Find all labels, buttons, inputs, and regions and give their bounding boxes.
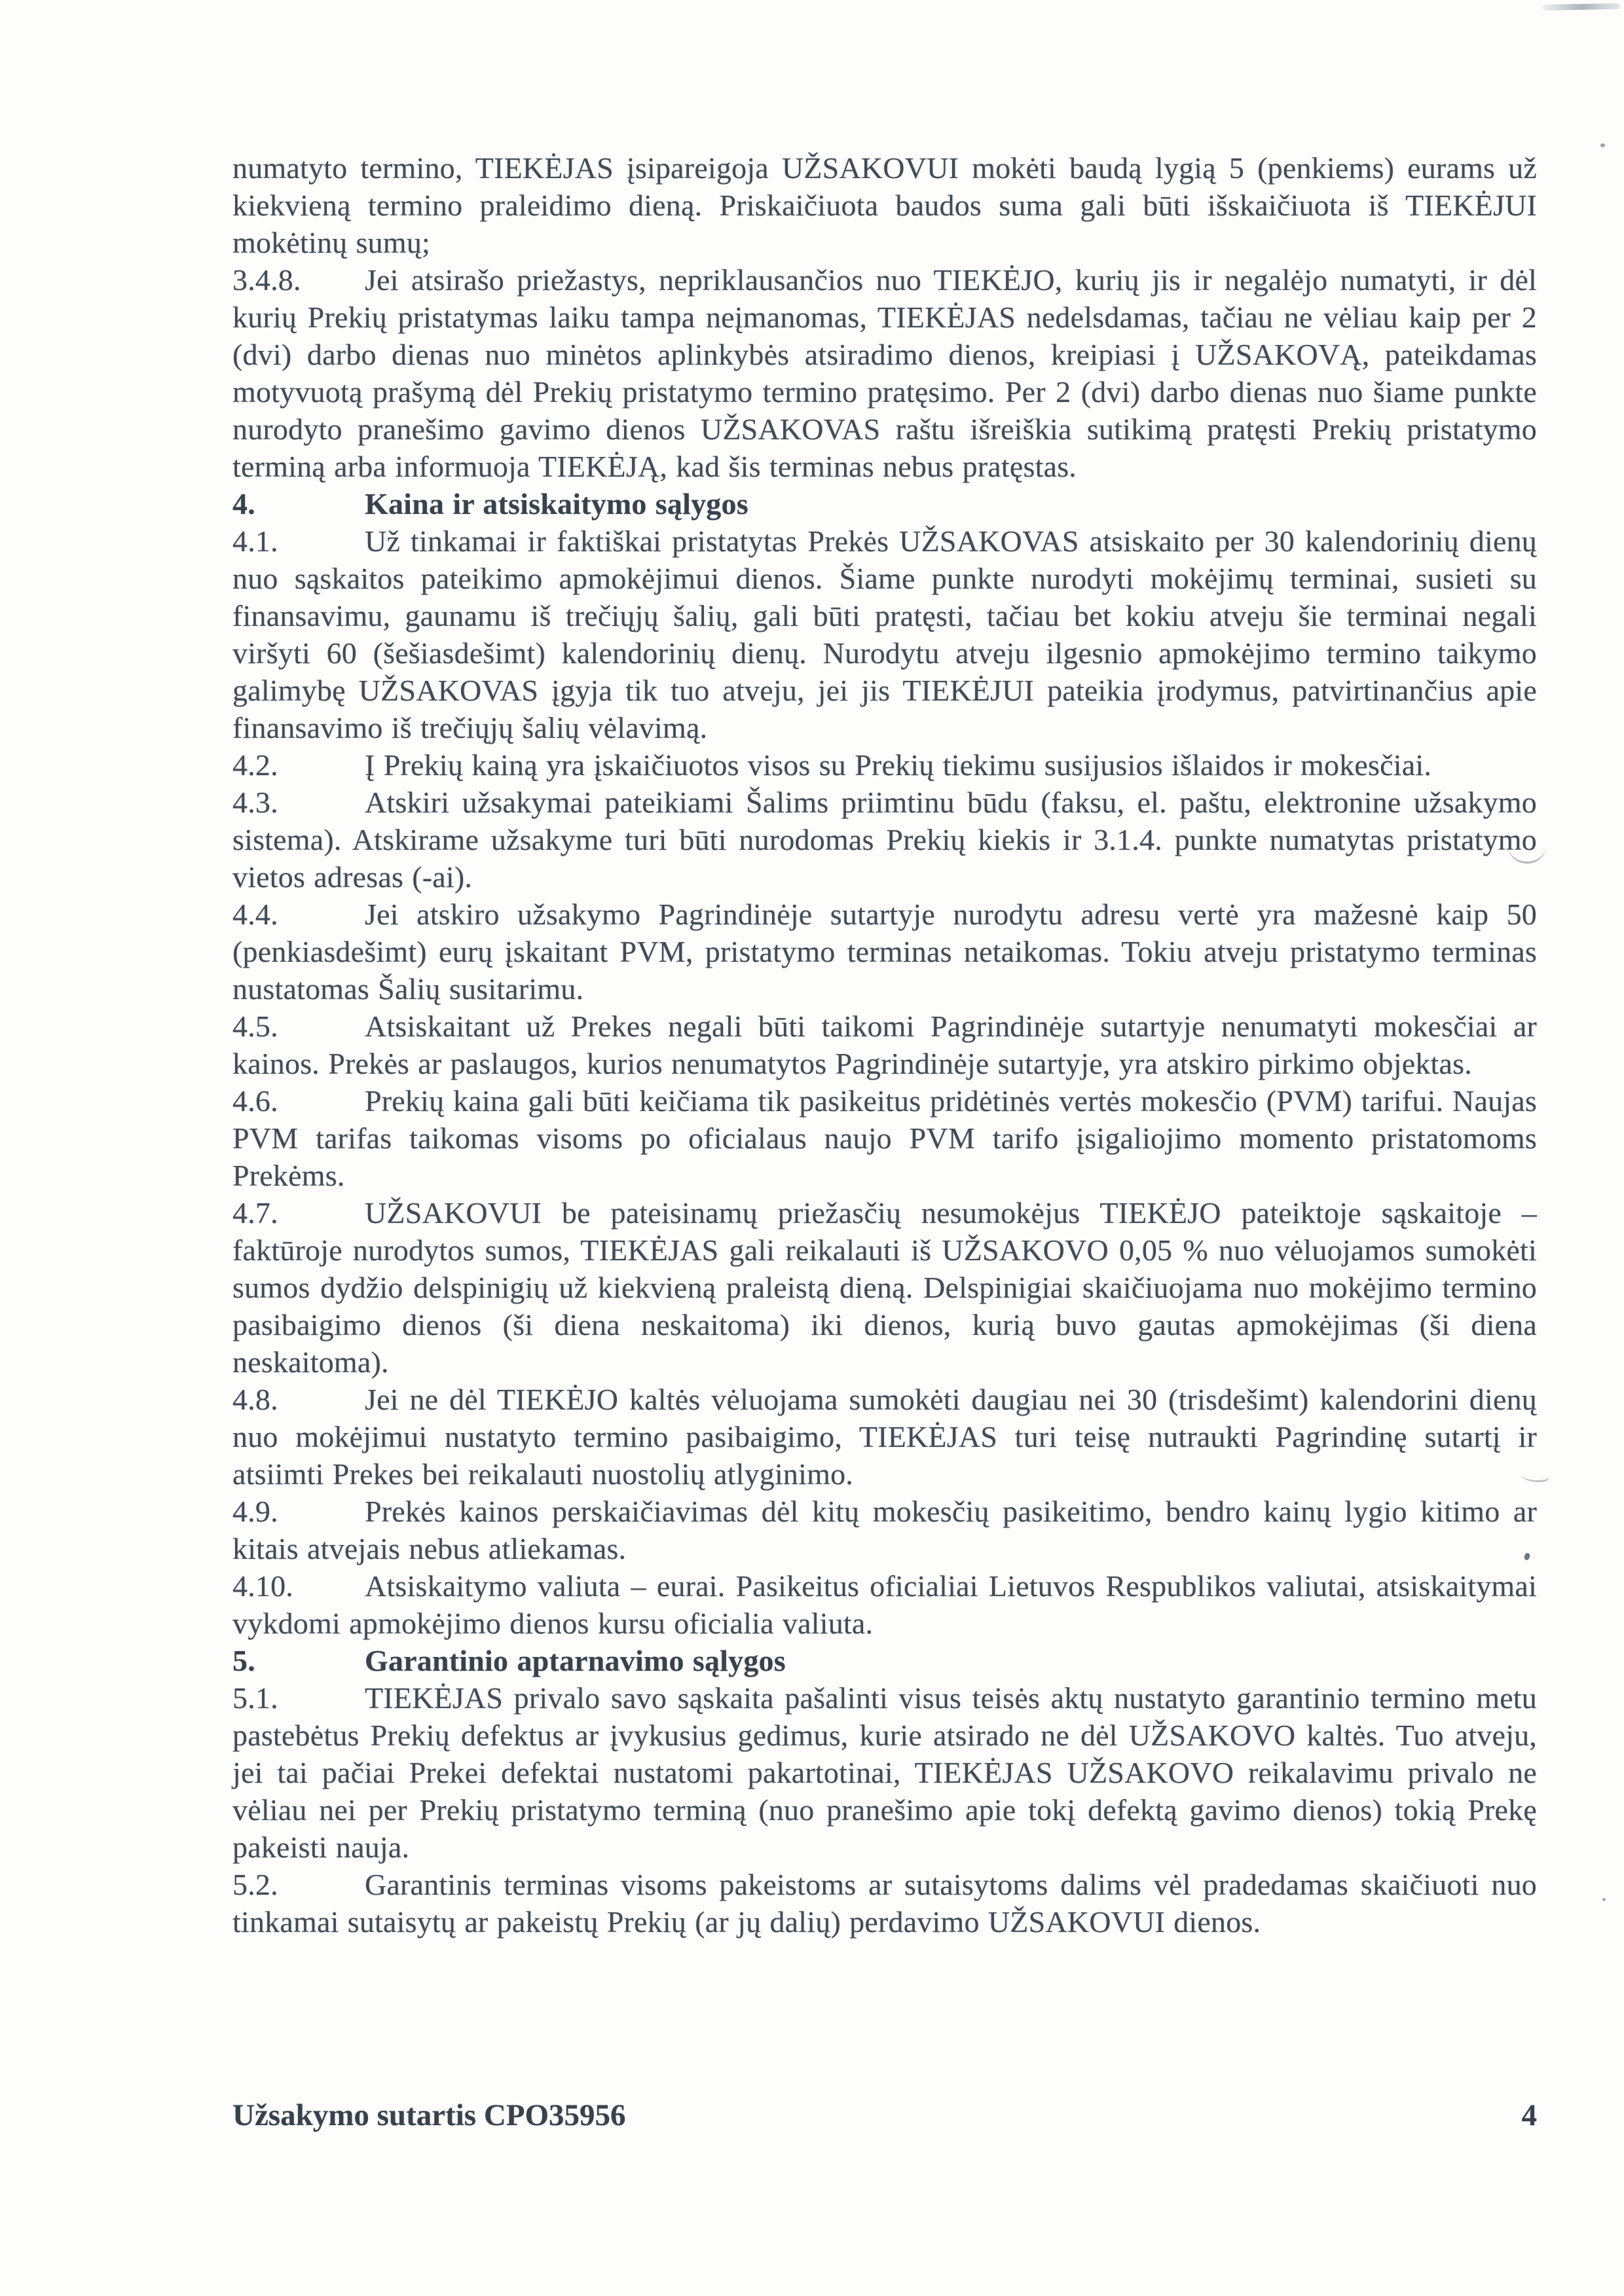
scan-artifact-dot bbox=[1600, 143, 1605, 147]
section-heading-5 bbox=[232, 1642, 1537, 1679]
footer-contract-id: Užsakymo sutartis CPO35956 bbox=[232, 2098, 626, 2132]
clause-text: UŽSAKOVUI be pateisinamų priežasčių nesumokėjus TIEKĖJO pateiktoje sąskaitoje – faktūroje nurodytos sumos, TIEKĖJAS gali reikalauti iš UŽSAKOVO 0,05 % nuo vėluojamos sumokėti sumos dydžio delspinigių už kiekvieną praleistą dieną. Delspinigiai skaičiuojama nuo mokėjimo termino pasibaigimo dienos (ši diena neskaitoma) iki dienos, kurią buvo gautas apmokėjimas (ši diena neskaitoma). bbox=[232, 1196, 1537, 1379]
paragraph-4-8 bbox=[232, 1381, 1537, 1493]
clause-text: Už tinkamai ir faktiškai pristatytas Prekės UŽSAKOVAS atsiskaito per 30 kalendorinių dienų nuo sąskaitos pateikimo apmokėjimui dienos. Šiame punkte nurodyti mokėjimų terminai, susieti su finansavimu, gaunamu iš trečiųjų šalių, gali būti pratęsti, tačiau bet kokiu atveju šie terminai negali viršyti 60 (šešiasdešimt) kalendorinių dienų. Nurodytu atveju ilgesnio apmokėjimo termino taikymo galimybę UŽSAKOVAS įgyja tik tuo atveju, jei jis TIEKĖJUI pateikia įrodymus, patvirtinančius apie finansavimo iš trečiųjų šalių vėlavimą. bbox=[232, 524, 1537, 744]
clause-number: 4.5. bbox=[232, 1010, 278, 1043]
clause-text: Prekės kainos perskaičiavimas dėl kitų mokesčių pasikeitimo, bendro kainų lygio kitimo ar kitais atvejais nebus atliekamas. bbox=[232, 1495, 1537, 1565]
paragraph-5-1 bbox=[232, 1679, 1537, 1866]
clause-text: Atsiskaitant už Prekes negali būti taikomi Pagrindinėje sutartyje nenumatyti mokesčiai ar kainos. Prekės ar paslaugos, kurios nenumatytos Pagrindinėje sutartyje, yra atskiro pirkimo objektas. bbox=[232, 1010, 1537, 1080]
clause-number: 4.10. bbox=[232, 1569, 293, 1603]
paragraph-4-7 bbox=[232, 1194, 1537, 1381]
clause-number: 4.8. bbox=[232, 1383, 278, 1416]
paragraph-3-4-8 bbox=[232, 261, 1537, 485]
clause-text: Prekių kaina gali būti keičiama tik pasikeitus pridėtinės vertės mokesčio (PVM) tarifui. Naujas PVM tarifas taikomas visoms po oficialaus naujo PVM tarifo įsigaliojimo momento pristatomoms Prekėms. bbox=[232, 1084, 1537, 1192]
paragraph-5-2 bbox=[232, 1866, 1537, 1941]
clause-text: Jei ne dėl TIEKĖJO kaltės vėluojama sumokėti daugiau nei 30 (trisdešimt) kalendorini dienų nuo mokėjimui nustatyto termino pasibaigimo, TIEKĖJAS turi teisę nutraukti Pagrindinę sutartį ir atsiimti Prekes bei reikalauti nuostolių atlyginimo. bbox=[232, 1383, 1537, 1491]
paragraph-4-2 bbox=[232, 746, 1537, 784]
scan-artifact-dot bbox=[1602, 1898, 1606, 1901]
clause-number: 4.3. bbox=[232, 786, 278, 819]
clause-text: Atsiskaitymo valiuta – eurai. Pasikeitus oficialiai Lietuvos Respublikos valiutai, atsiskaitymai vykdomi apmokėjimo dienos kursu oficialia valiuta. bbox=[232, 1569, 1537, 1640]
paragraph-4-5 bbox=[232, 1008, 1537, 1082]
clause-text: Garantinis terminas visoms pakeistoms ar sutaisytoms dalims vėl pradedamas skaičiuoti nuo tinkamai sutaisytų ar pakeistų Prekių (ar jų dalių) perdavimo UŽSAKOVUI dienos. bbox=[232, 1868, 1537, 1939]
paragraph-4-6 bbox=[232, 1082, 1537, 1194]
clause-number: 4.4. bbox=[232, 898, 278, 931]
section-title: Garantinio aptarnavimo sąlygos bbox=[365, 1644, 786, 1677]
clause-text: Į Prekių kainą yra įskaičiuotos visos su Prekių tiekimu susijusios išlaidos ir mokesčiai. bbox=[365, 748, 1432, 782]
clause-number: 4.9. bbox=[232, 1495, 278, 1528]
paragraph-4-4 bbox=[232, 896, 1537, 1008]
clause-number: 4.2. bbox=[232, 748, 278, 782]
clause-text: numatyto termino, TIEKĖJAS įsipareigoja UŽSAKOVUI mokėti baudą lygią 5 (penkiems) eurams už kiekvieną termino praleidimo dieną. Priskaičiuota baudos suma gali būti išskaičiuota iš TIEKĖJUI mokėtinų sumų; bbox=[232, 151, 1537, 259]
clause-text: TIEKĖJAS privalo savo sąskaita pašalinti visus teisės aktų nustatyto garantinio termino metu pastebėtus Prekių defektus ar įvykusius gedimus, kurie atsirado ne dėl UŽSAKOVO kaltės. Tuo atveju, jei tai pačiai Prekei defektai nustatomi pakartotinai, TIEKĖJAS UŽSAKOVO reikalavimu privalo ne vėliau nei per Prekių pristatymo terminą (nuo pranešimo apie tokį defektą gavimo dienos) tokią Prekę pakeisti nauja. bbox=[232, 1681, 1537, 1864]
section-number: 5. bbox=[232, 1644, 255, 1677]
clause-text: Atskiri užsakymai pateikiami Šalims priimtinu būdu (faksu, el. paštu, elektronine užsakymo sistema). Atskirame užsakyme turi būti nurodomas Prekių kiekis ir 3.1.4. punkte numatytas pristatymo vietos adresas (-ai). bbox=[232, 786, 1537, 894]
paragraph-3-4-7-continuation bbox=[232, 149, 1537, 261]
paragraph-4-3 bbox=[232, 784, 1537, 896]
section-heading-4 bbox=[232, 485, 1537, 522]
section-number: 4. bbox=[232, 487, 255, 520]
clause-number: 5.2. bbox=[232, 1868, 278, 1901]
document-body bbox=[232, 149, 1537, 1941]
clause-text: Jei atskiro užsakymo Pagrindinėje sutartyje nurodytu adresu vertė yra mažesnė kaip 50 (penkiasdešimt) eurų įskaitant PVM, pristatymo terminas netaikomas. Tokiu atveju pristatymo terminas nustatomas Šalių susitarimu. bbox=[232, 898, 1537, 1006]
clause-number: 4.1. bbox=[232, 524, 278, 558]
paragraph-4-1 bbox=[232, 522, 1537, 746]
page-footer bbox=[232, 2097, 1537, 2134]
paragraph-4-9 bbox=[232, 1493, 1537, 1567]
clause-number: 4.6. bbox=[232, 1084, 278, 1118]
page-number: 4 bbox=[1521, 2098, 1537, 2132]
clause-number: 5.1. bbox=[232, 1681, 278, 1715]
clause-text: Jei atsirašo priežastys, nepriklausančios nuo TIEKĖJO, kurių jis ir negalėjo numatyti, ir dėl kurių Prekių pristatymas laiku tampa neįmanomas, TIEKĖJAS nedelsdamas, tačiau ne vėliau kaip per 2 (dvi) darbo dienas nuo minėtos aplinkybės atsiradimo dienos, kreipiasi į UŽSAKOVĄ, pateikdamas motyvuotą prašymą dėl Prekių pristatymo termino pratęsimo. Per 2 (dvi) darbo dienas nuo šiame punkte nurodyto pranešimo gavimo dienos UŽSAKOVAS raštu išreiškia sutikimą pratęsti Prekių pristatymo terminą arba informuoja TIEKĖJĄ, kad šis terminas nebus pratęstas. bbox=[232, 263, 1537, 483]
scan-artifact-top-streak bbox=[1543, 3, 1620, 10]
clause-number: 4.7. bbox=[232, 1196, 278, 1230]
paragraph-4-10 bbox=[232, 1567, 1537, 1642]
clause-number: 3.4.8. bbox=[232, 263, 301, 297]
section-title: Kaina ir atsiskaitymo sąlygos bbox=[365, 487, 748, 520]
